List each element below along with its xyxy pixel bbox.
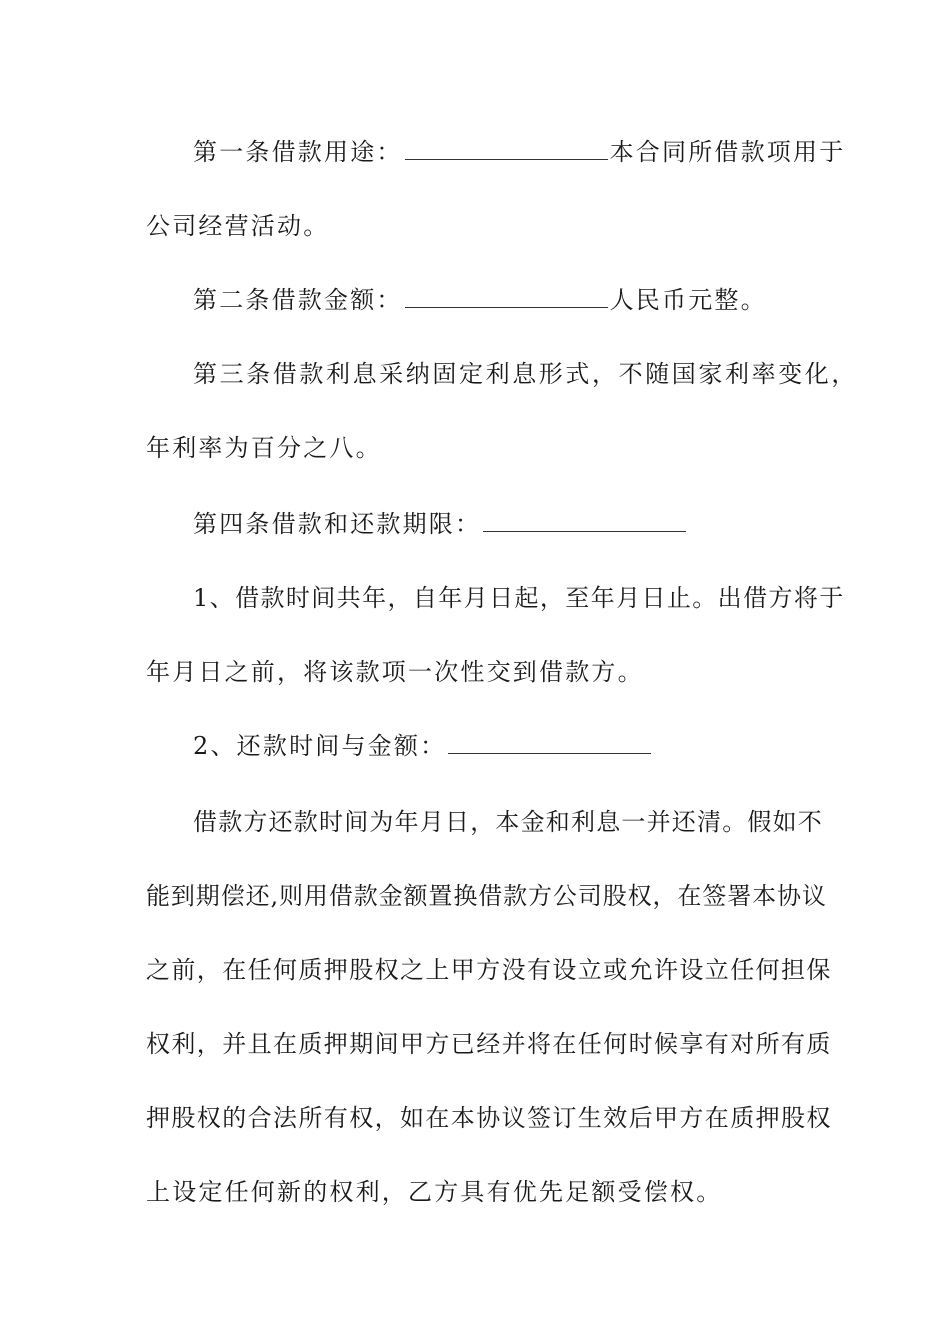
- clause-3-line-1: 第三条借款利息采纳固定利息形式，不随国家利率变化，: [193, 360, 858, 388]
- blank-field-purpose: [405, 139, 608, 160]
- blank-field-amount: [405, 287, 608, 308]
- clause-1-label: 第一条借款用途：: [193, 138, 403, 166]
- repayment-line-2: 能到期偿还,则用借款金额置换借款方公司股权，在签署本协议: [146, 882, 827, 910]
- repayment-line-4: 权利，并且在质押期间甲方已经并将在任何时候享有对所有质: [146, 1030, 832, 1058]
- repayment-line-3: 之前，在任何质押股权之上甲方没有设立或允许设立任何担保: [146, 956, 832, 984]
- clause-2-line: [193, 284, 816, 316]
- repayment-line-1: 借款方还款时间为年月日，本金和利息一并还清。假如不: [193, 808, 823, 836]
- blank-field-repayment: [448, 733, 651, 754]
- clause-3-line-2: 年利率为百分之八。: [146, 434, 382, 462]
- clause-4-label: 第四条借款和还款期限：: [193, 510, 482, 538]
- clause-1-line: [193, 136, 846, 168]
- clause-2-tail: 人民币元整。: [609, 286, 767, 314]
- clause-4-line: [193, 508, 816, 540]
- clause-2-label: 第二条借款金额：: [193, 286, 403, 314]
- item-2-label: 2、还款时间与金额：: [193, 732, 447, 760]
- clause-1-continuation: 公司经营活动。: [146, 212, 330, 240]
- item-1-line-2: 年月日之前，将该款项一次性交到借款方。: [146, 658, 644, 686]
- item-2-line: [193, 730, 816, 762]
- repayment-line-5: 押股权的合法所有权，如在本协议签订生效后甲方在质押股权: [146, 1104, 832, 1132]
- item-1-line-1: 1、借款时间共年，自年月日起，至年月日止。出借方将于: [193, 584, 845, 612]
- clause-1-tail: 本合同所借款项用于: [609, 138, 846, 166]
- repayment-line-6: 上设定任何新的权利，乙方具有优先足额受偿权。: [146, 1178, 723, 1206]
- blank-field-term: [483, 511, 686, 532]
